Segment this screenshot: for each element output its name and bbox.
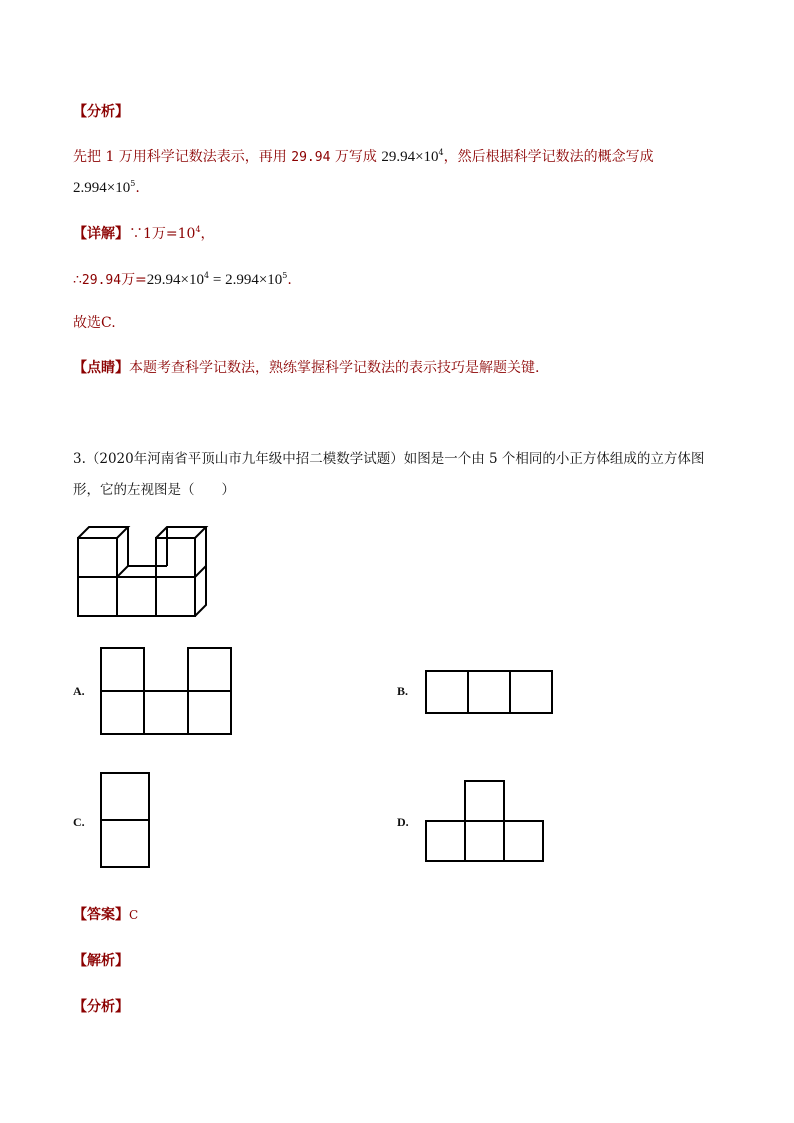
- option-c-label[interactable]: C.: [73, 815, 85, 829]
- cube-top-face-3: [156, 527, 206, 538]
- cube-front-bottom-1: [78, 577, 117, 616]
- cube-side-face-1: [117, 527, 128, 577]
- question-3-line-1: 3.（2020年河南省平顶山市九年级中招二模数学试题）如图是一个由 5 个相同的小正方体组成的立方体图: [73, 451, 705, 467]
- detail-tag: 【详解】: [73, 226, 129, 242]
- comment-text: 本题考查科学记数法，熟练掌握科学记数法的表示技巧是解题关键.: [129, 360, 540, 376]
- detail-line-2: [73, 270, 292, 291]
- detail-step2-exp-1: 4: [204, 271, 210, 280]
- detail-step1-end: ，: [200, 226, 215, 242]
- analysis-exp-1: 4: [438, 148, 444, 157]
- choice-text: 故选C.: [73, 315, 116, 331]
- opt-b-square-3: [510, 671, 552, 713]
- opt-d-square-bottom-2: [465, 821, 504, 861]
- option-d-figure[interactable]: [424, 779, 546, 863]
- detail-step2-exp-2: 5: [282, 271, 288, 280]
- detail-step2-number: 29.94: [81, 273, 122, 288]
- detail-step1: ∵1万=10: [129, 226, 196, 242]
- opt-a-square-top-left: [101, 648, 144, 691]
- analysis-exp-2: 5: [130, 179, 136, 188]
- opt-a-square-bottom-1: [101, 691, 144, 734]
- opt-a-square-bottom-2: [144, 691, 188, 734]
- analysis-line-2: [73, 178, 140, 198]
- detail-step2-equals: =: [209, 272, 226, 288]
- analysis-heading-3: 【分析】: [73, 999, 129, 1015]
- opt-a-square-bottom-3: [188, 691, 231, 734]
- comment-tag: 【点睛】: [73, 360, 129, 376]
- option-c-figure[interactable]: [99, 771, 151, 869]
- detail-step2-math-1: 29.94×10: [146, 272, 205, 288]
- opt-c-square-bottom: [101, 820, 149, 867]
- therefore-symbol: ∴: [73, 272, 82, 288]
- cube-front-top-3: [156, 538, 195, 577]
- detail-line-1: [73, 224, 215, 244]
- cube-top-face-1: [78, 527, 128, 538]
- analysis-math-2: 2.994×10: [73, 180, 131, 196]
- opt-d-square-bottom-3: [504, 821, 543, 861]
- cube-side-face-bottom: [195, 566, 206, 616]
- option-b-label[interactable]: B.: [397, 684, 409, 698]
- opt-b-square-2: [468, 671, 510, 713]
- analysis-math-1: 29.94×10: [381, 149, 439, 165]
- analysis-line-1: [73, 147, 654, 168]
- opt-b-square-1: [426, 671, 468, 713]
- cube-figure: [76, 525, 216, 620]
- analysis-tag: 【分析】: [73, 104, 129, 120]
- opt-c-square-top: [101, 773, 149, 820]
- analysis-heading-2: 【解析】: [73, 953, 129, 969]
- option-a-label[interactable]: A.: [73, 684, 85, 698]
- option-b-figure[interactable]: [424, 669, 554, 715]
- analysis-text-b: 万写成: [330, 149, 382, 165]
- cube-front-top-1: [78, 538, 117, 577]
- opt-a-square-top-right: [188, 648, 231, 691]
- detail-step2-text: 万=: [121, 272, 147, 288]
- opt-d-square-top: [465, 781, 504, 821]
- option-d-label[interactable]: D.: [397, 815, 409, 829]
- answer-line: [73, 905, 138, 925]
- analysis-end: .: [135, 180, 140, 196]
- analysis-heading: [73, 102, 129, 122]
- analysis-text-a: 先把 1 万用科学记数法表示，再用: [73, 149, 292, 165]
- cube-side-face-3: [195, 527, 206, 577]
- comment-line: [73, 358, 539, 378]
- opt-d-square-bottom-1: [426, 821, 465, 861]
- option-a-figure[interactable]: [99, 646, 233, 736]
- answer-tag: 【答案】: [73, 907, 129, 923]
- cube-front-bottom-2: [117, 577, 156, 616]
- analysis-number: 29.94: [291, 150, 331, 165]
- detail-step2-end: .: [287, 272, 292, 288]
- cube-front-bottom-3: [156, 577, 195, 616]
- detail-step2-math-2: 2.994×10: [225, 272, 283, 288]
- detail-step1-exp: 4: [195, 225, 201, 234]
- question-3-line-2: 形，它的左视图是（ ）: [73, 482, 235, 498]
- answer-value: C: [129, 908, 139, 922]
- analysis-text-c: ，然后根据科学记数法的概念写成: [443, 149, 654, 165]
